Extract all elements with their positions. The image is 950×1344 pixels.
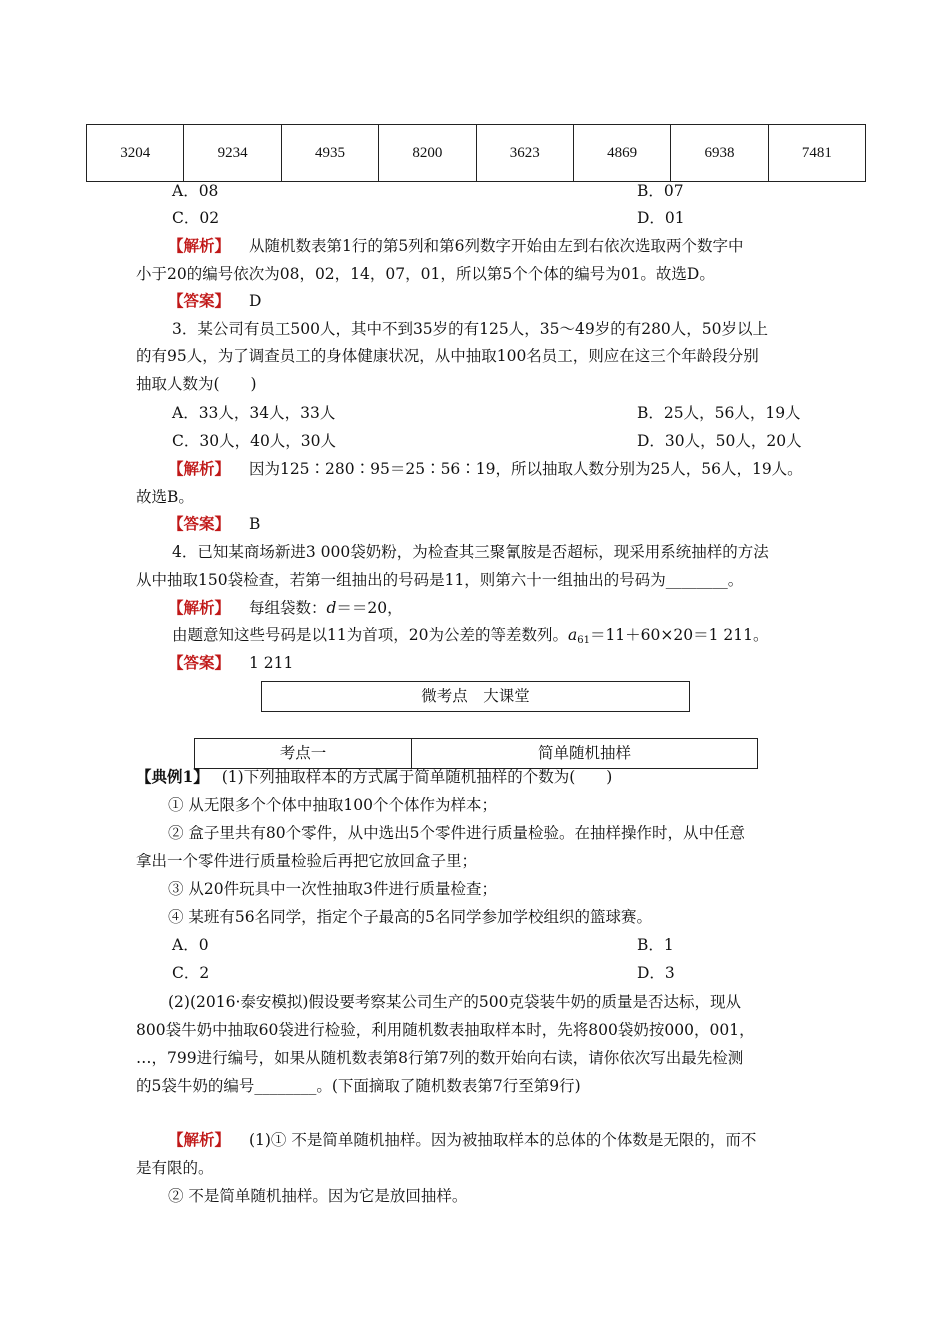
q3-option-a: A．33人，34人，33人	[172, 404, 336, 422]
variable-d: d	[326, 599, 337, 617]
answer-label: 【答案】	[168, 653, 231, 672]
example-analysis-item-2: ② 不是简单随机抽样。因为它是放回抽样。	[168, 1187, 468, 1205]
example-analysis-cont: 是有限的。	[136, 1159, 214, 1177]
answer-label: 【答案】	[168, 514, 231, 533]
q3-answer	[168, 514, 260, 534]
analysis-label: 【解析】	[168, 459, 231, 478]
table-cell: 3204	[87, 125, 184, 182]
example-intro	[136, 767, 612, 787]
analysis-text: 每组袋数：	[248, 599, 327, 617]
subscript: 61	[577, 635, 590, 646]
answer-label: 【答案】	[168, 291, 231, 310]
variable-a: a	[567, 626, 578, 644]
example-item-4: ④ 某班有56名同学，指定个子最高的5名同学参加学校组织的篮球赛。	[168, 908, 653, 926]
analysis-text: 因为125∶280∶95＝25∶56∶19，所以抽取人数分别为25人，56人，19人。	[248, 460, 803, 478]
analysis-label: 【解析】	[168, 236, 231, 255]
example-option-a: A．0	[172, 936, 209, 954]
q3-stem-line2: 的有95人，为了调查员工的身体健康状况，从中抽取100名员工，则应在这三个年龄段分别	[136, 347, 759, 365]
answer-value: B	[248, 515, 261, 533]
topic-title: 简单随机抽样	[537, 744, 631, 762]
table-cell: 9234	[184, 125, 281, 182]
analysis-text: 由题意知这些号码是以11为首项，20为公差的等差数列。	[172, 626, 568, 644]
q3-analysis-cont: 故选B。	[136, 488, 194, 506]
q3-analysis	[168, 459, 803, 479]
q2-option-c: C．02	[172, 209, 220, 227]
example-part2-line1: (2)(2016·泰安模拟)假设要考察某公司生产的500克袋装牛奶的质量是否达标，现从	[168, 993, 742, 1011]
q3-option-c: C．30人，40人，30人	[172, 432, 337, 450]
analysis-text: (1)① 不是简单随机抽样。因为被抽取样本的总体的个体数是无限的，而不	[248, 1131, 757, 1149]
q3-option-b: B．25人，56人，19人	[637, 404, 801, 422]
example-part2-line3: …，799进行编号，如果从随机数表第8行第7列的数开始向右读，请你依次写出最先检测	[136, 1049, 744, 1067]
q2-option-b: B．07	[637, 182, 684, 200]
section-banner: 微考点 大课堂	[261, 681, 690, 712]
answer-value: 1 211	[248, 654, 294, 672]
analysis-text: ＝11＋60×20＝1 211。	[589, 626, 769, 644]
q4-answer	[168, 653, 293, 673]
example-part2-line4: 的5袋牛奶的编号________。(下面摘取了随机数表第7行至第9行)	[136, 1077, 581, 1095]
table-cell: 8200	[379, 125, 476, 182]
example-item-2: ② 盒子里共有80个零件，从中选出5个零件进行质量检验。在抽样操作时，从中任意	[168, 824, 746, 842]
table-cell: 4869	[573, 125, 670, 182]
q2-option-d: D．01	[637, 209, 685, 227]
q3-option-d: D．30人，50人，20人	[637, 432, 802, 450]
q4-stem-line1: 4．已知某商场新进3 000袋奶粉，为检查其三聚氰胺是否超标，现采用系统抽样的方法	[172, 543, 769, 561]
example-label: 【典例1】	[136, 767, 209, 786]
q4-stem-line2: 从中抽取150袋检查，若第一组抽出的号码是11，则第六十一组抽出的号码为________。	[136, 571, 744, 589]
example-text: (1)下列抽取样本的方式属于简单随机抽样的个数为( )	[221, 768, 613, 786]
analysis-text: 从随机数表第1行的第5列和第6列数字开始由左到右依次选取两个数字中	[248, 237, 744, 255]
example-analysis	[168, 1130, 756, 1150]
example-item-2-cont: 拿出一个零件进行质量检验后再把它放回盒子里；	[136, 852, 478, 870]
table-cell: 6938	[671, 125, 768, 182]
q2-analysis-cont: 小于20的编号依次为08，02，14，07，01，所以第5个个体的编号为01。故选D。	[136, 265, 715, 283]
table-row	[87, 125, 866, 182]
topic-header	[194, 738, 758, 769]
example-item-3: ③ 从20件玩具中一次性抽取3件进行质量检查；	[168, 880, 498, 898]
q2-analysis	[168, 236, 744, 256]
answer-value: D	[248, 292, 262, 310]
example-item-1: ① 从无限多个个体中抽取100个个体作为样本；	[168, 796, 498, 814]
example-option-d: D．3	[637, 964, 675, 982]
analysis-text: ＝＝20，	[336, 599, 403, 617]
example-part2-line2: 800袋牛奶中抽取60袋进行检验，利用随机数表抽取样本时，先将800袋奶按000，001，	[136, 1021, 755, 1039]
q2-option-a: A．08	[172, 182, 219, 200]
random-number-table	[86, 124, 866, 182]
topic-number: 考点一	[195, 739, 412, 768]
analysis-label: 【解析】	[168, 598, 231, 617]
q3-stem-line3: 抽取人数为( )	[136, 375, 257, 393]
q2-answer	[168, 291, 261, 311]
q3-stem-line1: 3．某公司有员工500人，其中不到35岁的有125人，35～49岁的有280人，50岁以上	[172, 320, 769, 338]
table-cell: 4935	[281, 125, 378, 182]
q4-analysis-cont	[172, 625, 768, 651]
analysis-label: 【解析】	[168, 1130, 231, 1149]
q4-analysis	[168, 598, 403, 618]
table-cell: 3623	[476, 125, 573, 182]
example-option-c: C．2	[172, 964, 210, 982]
example-option-b: B．1	[637, 936, 674, 954]
table-cell: 7481	[768, 125, 865, 182]
